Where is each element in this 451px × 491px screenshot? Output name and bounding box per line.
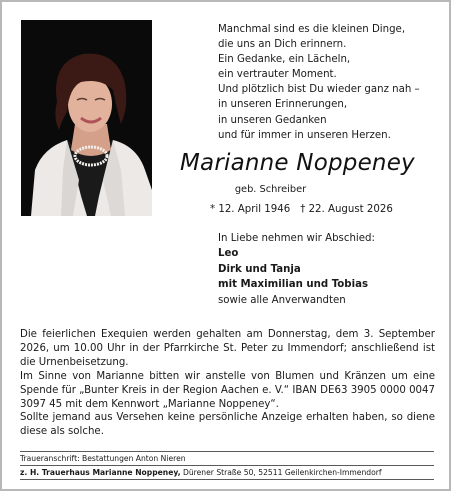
divider	[20, 465, 434, 466]
poem-line: Und plötzlich bist Du wieder ganz nah –	[218, 84, 420, 96]
poem-line: ein vertrauter Moment.	[218, 69, 337, 81]
death-date: † 22. August 2026	[300, 204, 393, 215]
divider	[20, 451, 434, 452]
poem-line: die uns an Dich erinnern.	[218, 39, 347, 51]
mourner-name: mit Maximilian und Tobias	[218, 279, 369, 291]
mourner-name: Leo	[218, 248, 239, 260]
mourners-intro: In Liebe nehmen wir Abschied:	[218, 233, 375, 244]
mourning-address-bold: z. H. Trauerhaus Marianne Noppeney,	[20, 468, 181, 477]
announcement-paragraph: Im Sinne von Marianne bitten wir anstelle von Blumen und Kränzen um eine Spende für „Bunter Kreis in der Region Aachen e. V.“ IBAN DE63 3905 0000 0047 3097 45 mit dem Kennwort „Marianne Noppeney“.	[20, 370, 435, 410]
poem-line: in unseren Gedanken	[218, 114, 327, 126]
poem-line: in unseren Erinnerungen,	[218, 99, 348, 111]
mourning-address	[20, 468, 382, 477]
announcement-paragraph: Die feierlichen Exequien werden gehalten am Donnerstag, dem 3. September 2026, um 10.00 Uhr in der Pfarrkirche St. Peter zu Immendorf; anschließend ist die Urnenbeisetzung.	[20, 329, 435, 368]
maiden-name: geb. Schreiber	[234, 184, 307, 195]
announcement-paragraph: Sollte jemand aus Versehen keine persönliche Anzeige erhalten haben, so diene diese als solche.	[20, 412, 435, 438]
announcement-text	[20, 328, 435, 439]
life-dates	[210, 204, 393, 215]
deceased-name: Marianne Noppeney	[180, 150, 415, 176]
mourners	[218, 231, 375, 308]
poem	[218, 22, 440, 143]
mourner-name: Dirk und Tanja	[218, 263, 301, 275]
divider	[20, 479, 434, 480]
mourners-closing: sowie alle Anverwandten	[218, 294, 346, 306]
poem-line: Manchmal sind es die kleinen Dinge,	[218, 24, 406, 35]
birth-date: * 12. April 1946	[210, 204, 291, 215]
address-label: Traueranschrift: Bestattungen Anton Nieren	[20, 454, 186, 463]
poem-line: Ein Gedanke, ein Lächeln,	[218, 54, 351, 66]
poem-line: und für immer in unseren Herzen.	[218, 129, 391, 141]
mourning-address-rest: Dürener Straße 50, 52511 Geilenkirchen-Immendorf	[180, 468, 382, 477]
